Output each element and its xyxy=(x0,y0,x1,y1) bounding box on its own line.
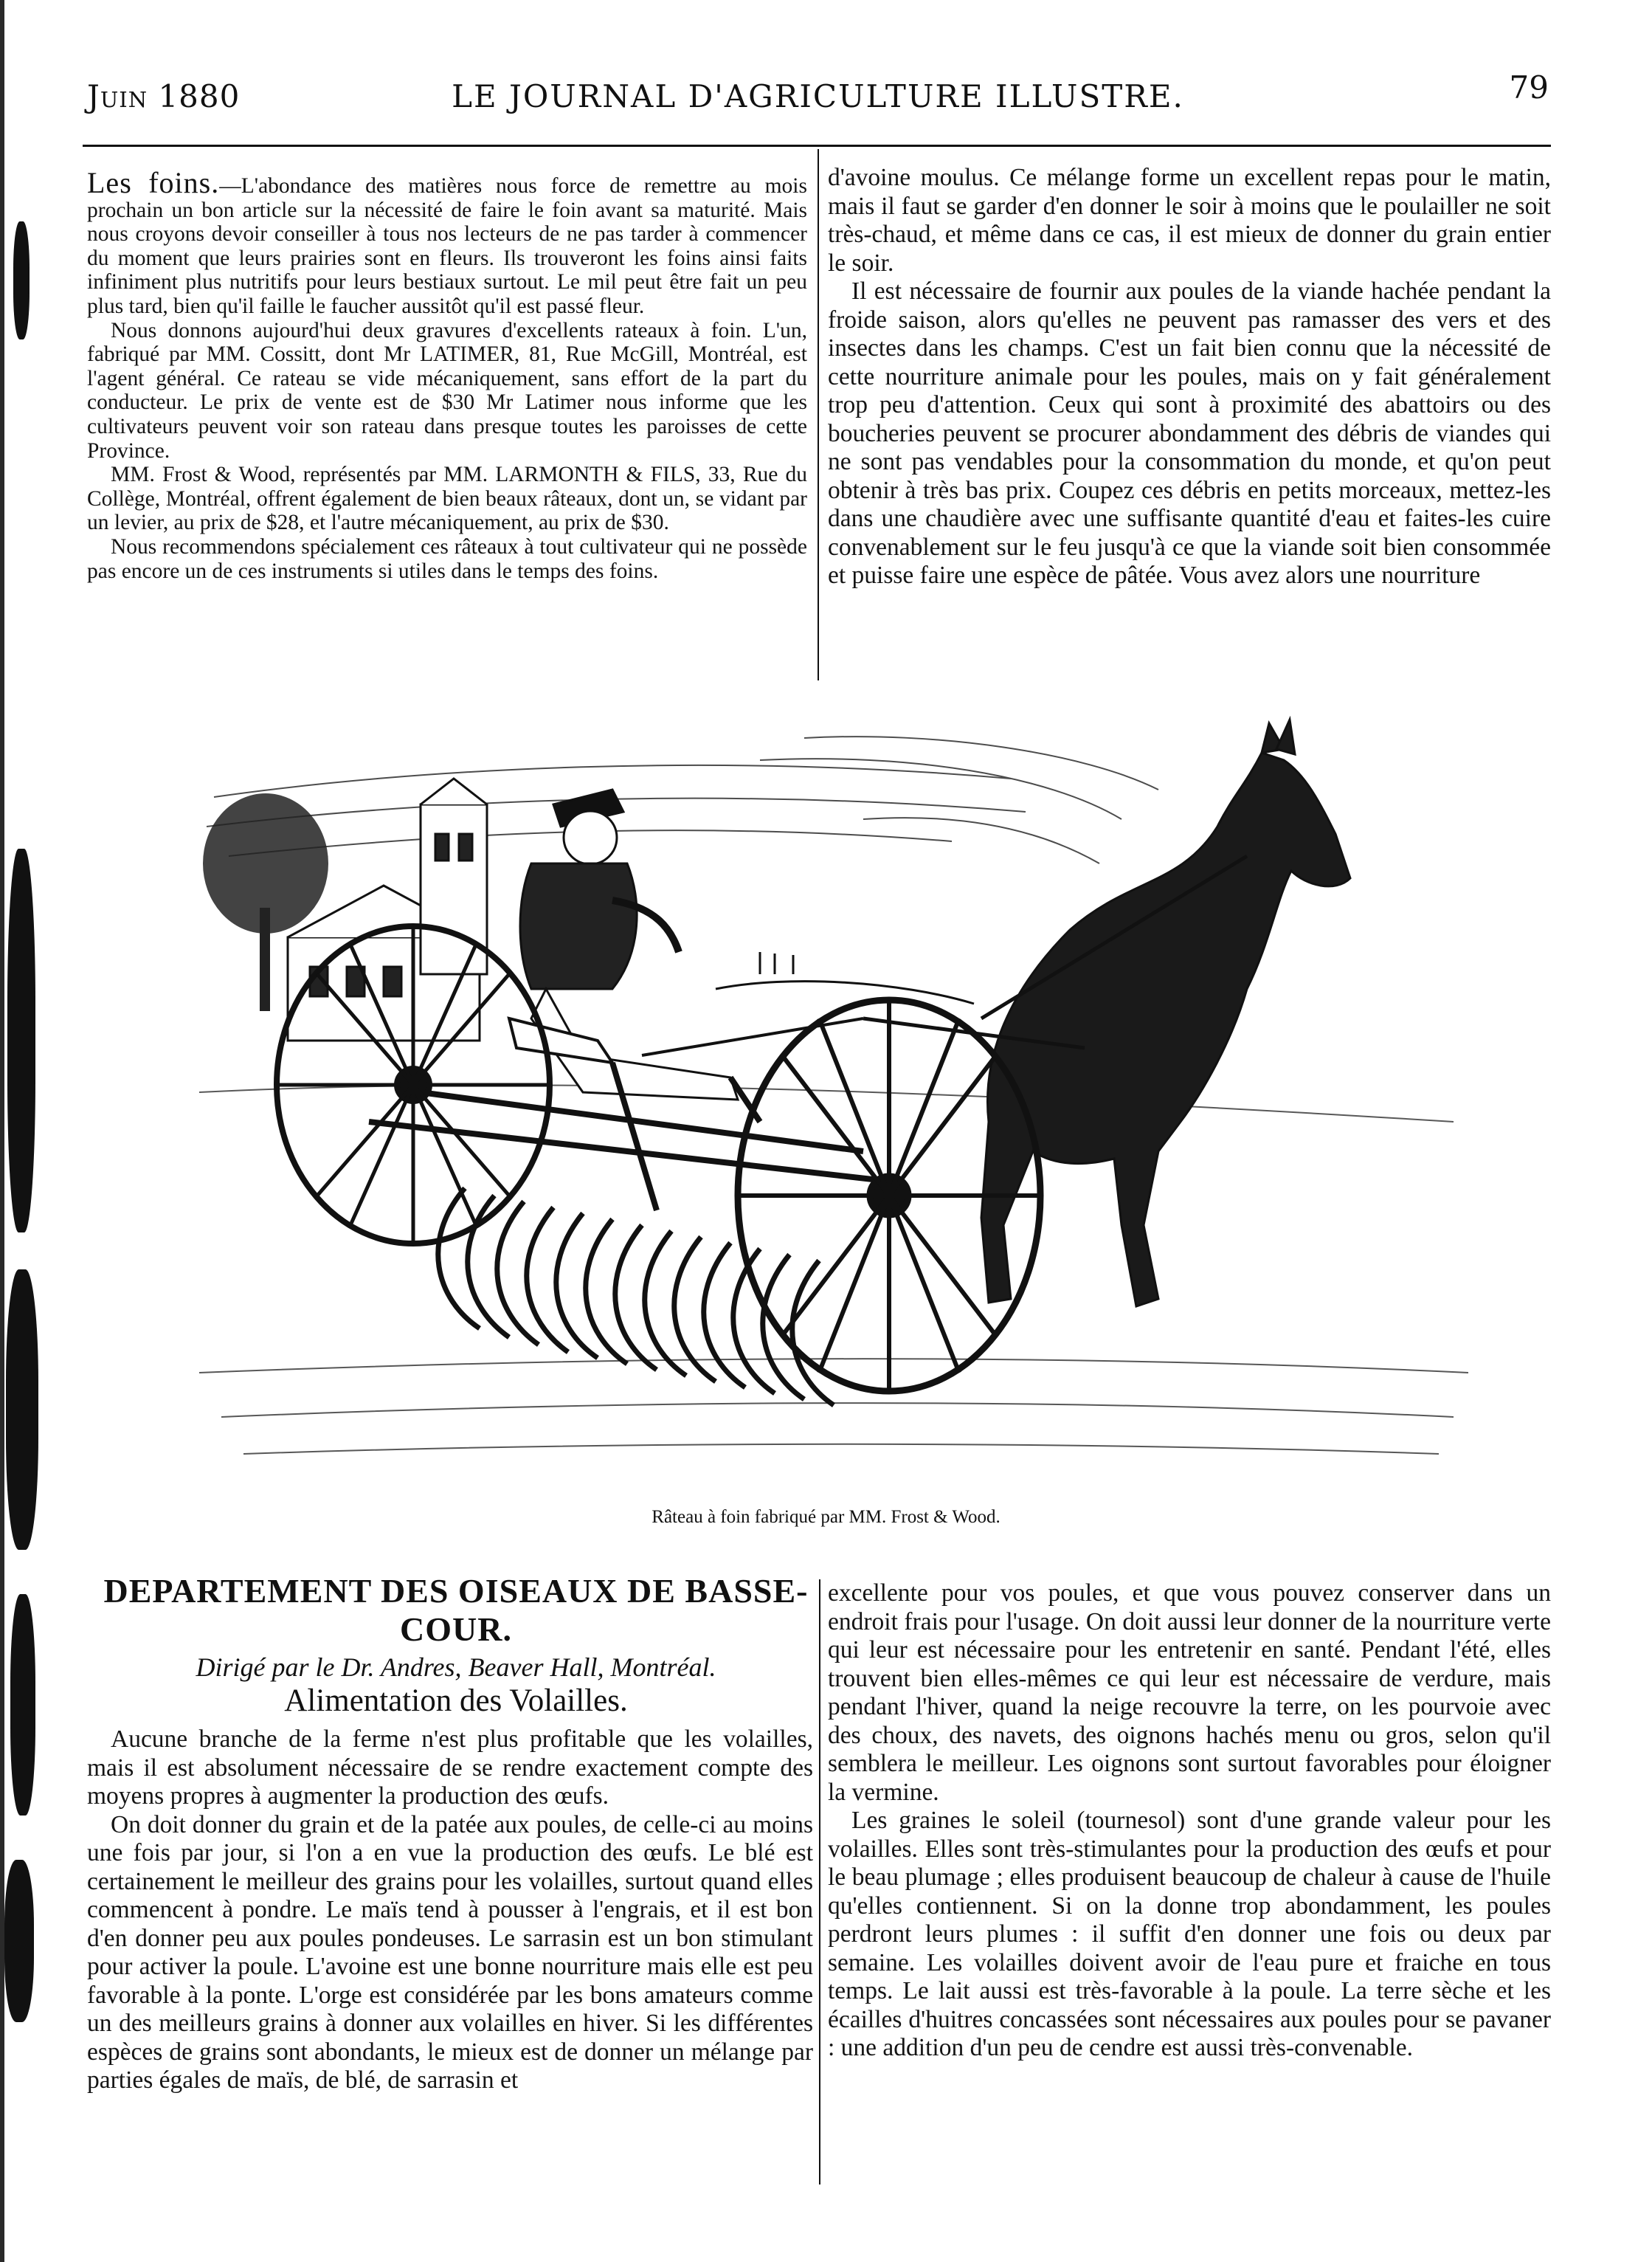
right-bottom-paragraph-2: Les graines le soleil (tournesol) sont d'une grande valeur pour les volailles. Elles sont très-stimulantes pour la production des œufs et pour le beau plumage ; elles produisent beaucoup de chaleur à cause de l'huile qu'elles contiennent. Si on la donne trop abondamment, les poules perdront leurs plumes : il suffit d'en donner une fois ou deux par semaine. Les volailles doivent avoir de l'eau pure et fraiche en tous temps. Le lait aussi est très-favorable à la poule. La terre sèche et les écailles d'huitres concassées sont nécessaires aux poules pour se pavaner : une addition d'un peu de cendre est aussi très-convenable. xyxy=(828,1807,1551,2061)
departement-paragraph-1: Aucune branche de la ferme n'est plus profitable que les volailles, mais il est absolument nécessaire de se rendre exactement compte des moyens propres à augmenter la production des œufs. xyxy=(87,1725,813,1810)
section-subtitle: Alimentation des Volailles. xyxy=(284,1683,628,1718)
departement-paragraph-2: On doit donner du grain et de la patée aux poules, de celle-ci au moins une fois par jour, si l'on a en vue la production des œufs. Le blé est certainement le meilleur des grains pour les volailles, surtout quand elles commencent à pondre. Le maïs tend à pousser à l'engrais, et il est bon d'en donner peu aux poules pondeuses. Le sarrasin est un bon stimulant pour activer la poule. L'avoine est une bonne nourriture mais elle est peu favorable à la ponte. L'orge est considérée par les bons amateurs comme un des meilleurs grains à donner aux volailles en hiver. Si les différentes espèces de grains sont abondants, le mieux est de donner un mélange par parties égales de maïs, de blé, de sarrasin et xyxy=(87,1810,813,2094)
hay-rake-engraving xyxy=(199,708,1468,1487)
foins-paragraph-2: Nous donnons aujourd'hui deux gravures d'excellents rateaux à foin. L'un, fabriqué par MM. Cossitt, dont Mr LATIMER, 81, Rue McGill, Montréal, est l'agent général. Ce rateau se vide mécaniquement, sans effort de la part du conducteur. Le prix de vente est de $30 Mr Latimer nous informe que les cultivateurs peuvent voir son rateau dans presque toutes les paroisses de cette Province. xyxy=(87,318,807,463)
header-title: LE JOURNAL D'AGRICULTURE ILLUSTRE. xyxy=(452,78,1184,114)
header-rule xyxy=(83,145,1551,147)
foins-paragraph-4: Nous recommendons spécialement ces râteaux à tout cultivateur qui ne possède pas encore un de ces instruments si utiles dans le temps des foins. xyxy=(87,534,807,583)
column-divider-bottom xyxy=(819,1579,820,2185)
right-top-paragraph-1: d'avoine moulus. Ce mélange forme un excellent repas pour le matin, mais il faut se garder d'en donner le soir à moins que le poulailler ne soit très-chaud, et même dans ce cas, il est mieux de donner du grain entier le soir. xyxy=(828,164,1551,277)
page-header xyxy=(87,65,1549,131)
column-right-top xyxy=(828,164,1551,590)
foins-paragraph-1: —L'abondance des matières nous force de remettre au mois prochain un bon article sur la nécessité de faire le foin avant sa maturité. Mais nous croyons devoir conseiller à tous nos lecteurs de ne pas tarder à commencer du moment que leurs prairies sont en fleurs. Ils trouveront les foins ainsi faits infiniment plus nutritifs pour leurs bestiaux surtout. Le mil peut être fait un peu plus tard, bien qu'il faille le faucher aussitôt qu'il est passé fleur. xyxy=(87,174,807,318)
right-top-paragraph-2: Il est nécessaire de fournir aux poules de la viande hachée pendant la froide saison, alors qu'elles ne peuvent pas ramasser des vers et des insectes dans les champs. C'est un fait bien connu que la nécessité de cette nourriture animale pour les poules, mais on y fait généralement trop peu d'attention. Ceux qui sont à proximité des abattoirs ou des boucheries peuvent se procurer abondamment des débris de viandes qui ne sont pas vendables pour la consommation du monde, et qu'on peut obtenir à très bas prix. Coupez ces débris en petits morceaux, mettez-les dans une chaudière avec une suffisante quantité d'eau et faites-les cuire convenablement sur le feu jusqu'à ce que la viande soit bien consommée et puisse faire une espèce de pâtée. Vous avez alors une nourriture xyxy=(828,277,1551,589)
column-foins xyxy=(87,166,807,583)
column-divider-top xyxy=(818,149,819,680)
foins-paragraph-3: MM. Frost & Wood, représentés par MM. LARMONTH & FILS, 33, Rue du Collège, Montréal, offrent également de bien beaux râteaux, dont un, se vidant par un levier, au prix de $28, et l'autre mécaniquement, au prix de $30. xyxy=(87,463,807,535)
header-date: Juin 1880 xyxy=(87,78,241,114)
foins-heading: Les foins. xyxy=(87,166,220,199)
page-number: 79 xyxy=(1509,69,1549,106)
figure-caption: Râteau à foin fabriqué par MM. Frost & Wood. xyxy=(652,1507,1000,1527)
section-byline: Dirigé par le Dr. Andres, Beaver Hall, Montréal. xyxy=(196,1652,716,1682)
right-bottom-paragraph-1: excellente pour vos poules, et que vous pouvez conserver dans un endroit frais pour l'usage. On doit aussi leur donner de la nourriture verte qui leur est nécessaire pour les entretenir en santé. Pendant l'été, elles trouvent bien elles-mêmes ce qui leur est nécessaire de verdure, mais pendant l'hiver, quand la neige recouvre la terre, on les pourvoie avec des choux, des navets, des oignons hachés menu ou gros, selon qu'il semblera le meilleur. Les oignons sont surtout favorables pour éloigner la vermine. xyxy=(828,1579,1551,1806)
column-departement xyxy=(87,1725,813,2095)
section-title: DEPARTEMENT DES OISEAUX DE BASSE-COUR. xyxy=(103,1572,809,1648)
binding-edge xyxy=(0,0,41,2262)
column-right-bottom xyxy=(828,1579,1551,2063)
